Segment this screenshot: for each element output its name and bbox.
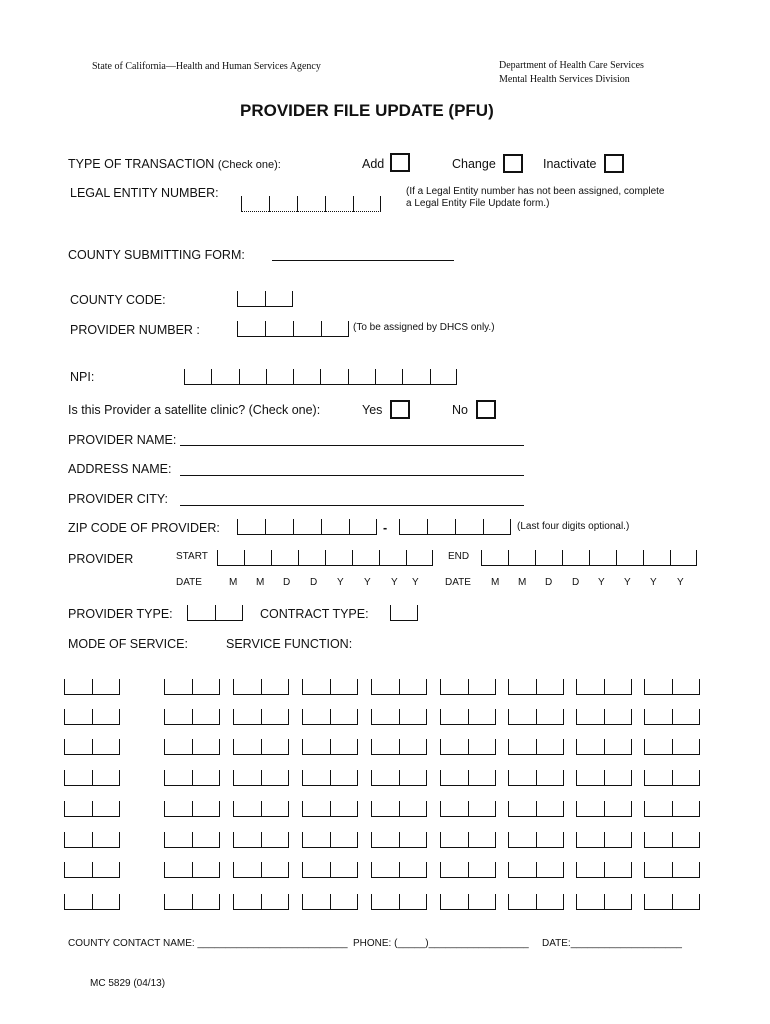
service-function-field[interactable]	[508, 894, 564, 910]
grid-cell	[233, 709, 261, 725]
end-format-m1: M	[491, 577, 500, 588]
grid-cell	[233, 739, 261, 755]
grid-cell	[536, 709, 564, 725]
grid-cell	[508, 894, 536, 910]
provider-number-field[interactable]	[237, 321, 349, 337]
date-field[interactable]: DATE:____________________	[542, 938, 682, 949]
address-name-field[interactable]	[180, 475, 524, 476]
service-function-field[interactable]	[371, 832, 427, 848]
zip-extension-field[interactable]	[399, 519, 511, 535]
service-function-field[interactable]	[164, 770, 220, 786]
service-function-field[interactable]	[440, 739, 496, 755]
grid-cell	[672, 770, 700, 786]
grid-cell	[644, 801, 672, 817]
grid-cell	[399, 709, 427, 725]
grid-cell	[672, 739, 700, 755]
start-format-d1: D	[283, 577, 291, 588]
grid-cell	[468, 862, 496, 878]
mode-of-service-field[interactable]	[64, 679, 120, 695]
service-function-field[interactable]	[644, 739, 700, 755]
add-label: Add	[362, 157, 385, 171]
service-function-field[interactable]	[233, 894, 289, 910]
grid-cell	[192, 862, 220, 878]
service-function-field[interactable]	[644, 770, 700, 786]
grid-cell	[440, 862, 468, 878]
service-function-field[interactable]	[302, 679, 358, 695]
end-format-y1: Y	[598, 577, 605, 588]
service-function-field[interactable]	[508, 679, 564, 695]
grid-cell	[261, 862, 289, 878]
npi-field[interactable]	[184, 369, 457, 385]
provider-city-field[interactable]	[180, 505, 524, 506]
grid-cell	[261, 770, 289, 786]
inactivate-checkbox[interactable]	[604, 154, 624, 173]
service-function-field[interactable]	[371, 894, 427, 910]
grid-cell	[330, 832, 358, 848]
grid-cell	[508, 709, 536, 725]
service-function-field[interactable]	[164, 832, 220, 848]
grid-cell	[92, 832, 120, 848]
grid-cell	[399, 832, 427, 848]
service-function-field[interactable]	[644, 862, 700, 878]
grid-cell	[64, 709, 92, 725]
grid-cell	[302, 770, 330, 786]
grid-cell	[192, 739, 220, 755]
mode-of-service-field[interactable]	[64, 862, 120, 878]
grid-cell	[92, 739, 120, 755]
grid-cell	[508, 679, 536, 695]
grid-cell	[371, 770, 399, 786]
zip-code-label: ZIP CODE OF PROVIDER:	[68, 521, 220, 535]
grid-cell	[508, 801, 536, 817]
grid-cell	[92, 770, 120, 786]
service-function-field[interactable]	[440, 770, 496, 786]
service-function-field[interactable]	[164, 709, 220, 725]
grid-cell	[604, 894, 632, 910]
grid-cell	[192, 801, 220, 817]
grid-cell	[330, 679, 358, 695]
grid-cell	[440, 679, 468, 695]
mode-of-service-field[interactable]	[64, 801, 120, 817]
service-function-field[interactable]	[233, 709, 289, 725]
contract-type-label: CONTRACT TYPE:	[260, 607, 369, 621]
grid-cell	[576, 739, 604, 755]
grid-cell	[644, 894, 672, 910]
provider-name-field[interactable]	[180, 445, 524, 446]
service-function-field[interactable]	[233, 770, 289, 786]
grid-cell	[330, 709, 358, 725]
mode-of-service-label: MODE OF SERVICE:	[68, 637, 188, 651]
grid-cell	[330, 770, 358, 786]
grid-cell	[371, 862, 399, 878]
grid-cell	[330, 801, 358, 817]
grid-cell	[164, 739, 192, 755]
legal-entity-label: LEGAL ENTITY NUMBER:	[70, 186, 219, 200]
grid-cell	[64, 894, 92, 910]
grid-cell	[536, 739, 564, 755]
grid-cell	[440, 739, 468, 755]
county-code-label: COUNTY CODE:	[70, 293, 166, 307]
satellite-no-label: No	[452, 403, 468, 417]
grid-cell	[64, 679, 92, 695]
grid-cell	[64, 739, 92, 755]
mode-of-service-field[interactable]	[64, 739, 120, 755]
service-function-field[interactable]	[371, 709, 427, 725]
grid-cell	[164, 770, 192, 786]
provider-date-label: PROVIDER	[68, 552, 134, 566]
provider-number-note: (To be assigned by DHCS only.)	[353, 322, 495, 333]
grid-cell	[164, 679, 192, 695]
end-format-y4: Y	[677, 577, 684, 588]
grid-cell	[371, 894, 399, 910]
grid-cell	[536, 770, 564, 786]
provider-number-label: PROVIDER NUMBER :	[70, 323, 200, 337]
grid-cell	[164, 832, 192, 848]
grid-cell	[644, 770, 672, 786]
zip-dash: -	[383, 521, 388, 535]
service-function-field[interactable]	[440, 894, 496, 910]
grid-cell	[192, 894, 220, 910]
grid-cell	[64, 832, 92, 848]
grid-cell	[233, 862, 261, 878]
grid-cell	[672, 709, 700, 725]
service-function-field[interactable]	[164, 679, 220, 695]
service-function-field[interactable]	[233, 862, 289, 878]
service-function-field[interactable]	[164, 862, 220, 878]
start-format-m2: M	[256, 577, 265, 588]
satellite-yes-label: Yes	[362, 403, 383, 417]
start-format-m1: M	[229, 577, 238, 588]
service-function-field[interactable]	[508, 739, 564, 755]
grid-cell	[536, 801, 564, 817]
start-format-y1: Y	[337, 577, 344, 588]
grid-cell	[371, 832, 399, 848]
date-caption-start: DATE	[176, 577, 202, 588]
grid-cell	[604, 862, 632, 878]
grid-cell	[399, 894, 427, 910]
grid-cell	[536, 862, 564, 878]
grid-cell	[672, 862, 700, 878]
service-function-field[interactable]	[302, 739, 358, 755]
service-function-field[interactable]	[508, 770, 564, 786]
county-submitting-label: COUNTY SUBMITTING FORM:	[68, 248, 245, 262]
grid-cell	[536, 679, 564, 695]
grid-cell	[302, 862, 330, 878]
service-function-field[interactable]	[302, 801, 358, 817]
start-format-y4: Y	[412, 577, 419, 588]
county-submitting-field[interactable]	[272, 260, 454, 261]
grid-cell	[371, 739, 399, 755]
grid-cell	[399, 801, 427, 817]
grid-cell	[371, 709, 399, 725]
grid-cell	[468, 832, 496, 848]
grid-cell	[508, 770, 536, 786]
service-function-field[interactable]	[371, 801, 427, 817]
grid-cell	[468, 679, 496, 695]
grid-cell	[192, 709, 220, 725]
service-function-field[interactable]	[233, 832, 289, 848]
agency-name: State of California—Health and Human Services Agency	[92, 61, 321, 72]
service-function-field[interactable]	[440, 709, 496, 725]
mode-of-service-field[interactable]	[64, 832, 120, 848]
service-function-label: SERVICE FUNCTION:	[226, 637, 353, 651]
service-function-field[interactable]	[576, 709, 632, 725]
grid-cell	[164, 862, 192, 878]
grid-cell	[604, 801, 632, 817]
start-format-y2: Y	[364, 577, 371, 588]
grid-cell	[644, 679, 672, 695]
division-name: Mental Health Services Division	[499, 74, 630, 85]
grid-cell	[468, 894, 496, 910]
service-function-field[interactable]	[164, 801, 220, 817]
grid-cell	[371, 679, 399, 695]
grid-cell	[468, 709, 496, 725]
zip-code-field[interactable]	[237, 519, 377, 535]
county-code-field[interactable]	[237, 291, 293, 307]
end-format-y3: Y	[650, 577, 657, 588]
grid-cell	[233, 770, 261, 786]
county-contact-field[interactable]: COUNTY CONTACT NAME: ___________________________	[68, 938, 348, 949]
provider-type-field[interactable]	[187, 605, 243, 621]
grid-cell	[92, 709, 120, 725]
service-function-field[interactable]	[576, 739, 632, 755]
service-function-field[interactable]	[302, 894, 358, 910]
grid-cell	[302, 801, 330, 817]
grid-cell	[261, 832, 289, 848]
service-function-field[interactable]	[164, 894, 220, 910]
service-function-field[interactable]	[576, 770, 632, 786]
service-function-field[interactable]	[440, 801, 496, 817]
grid-cell	[440, 832, 468, 848]
service-function-field[interactable]	[371, 770, 427, 786]
grid-cell	[644, 709, 672, 725]
service-function-field[interactable]	[371, 862, 427, 878]
service-function-field[interactable]	[508, 709, 564, 725]
service-function-field[interactable]	[440, 832, 496, 848]
grid-cell	[302, 709, 330, 725]
service-function-field[interactable]	[576, 862, 632, 878]
grid-cell	[92, 679, 120, 695]
grid-cell	[536, 894, 564, 910]
grid-cell	[64, 862, 92, 878]
grid-cell	[371, 801, 399, 817]
end-format-d2: D	[572, 577, 580, 588]
mode-of-service-field[interactable]	[64, 770, 120, 786]
service-function-field[interactable]	[302, 709, 358, 725]
grid-cell	[644, 739, 672, 755]
inactivate-label: Inactivate	[543, 157, 597, 171]
service-function-field[interactable]	[302, 862, 358, 878]
legal-entity-note-2: a Legal Entity File Update form.)	[406, 198, 550, 209]
satellite-question: Is this Provider a satellite clinic? (Check one):	[68, 403, 321, 417]
service-function-field[interactable]	[371, 679, 427, 695]
grid-cell	[302, 832, 330, 848]
grid-cell	[536, 832, 564, 848]
grid-cell	[64, 770, 92, 786]
grid-cell	[192, 832, 220, 848]
grid-cell	[164, 894, 192, 910]
grid-cell	[233, 801, 261, 817]
service-function-field[interactable]	[576, 894, 632, 910]
service-function-field[interactable]	[644, 709, 700, 725]
grid-cell	[164, 801, 192, 817]
grid-cell	[576, 770, 604, 786]
address-name-label: ADDRESS NAME:	[68, 462, 172, 476]
mode-of-service-field[interactable]	[64, 709, 120, 725]
grid-cell	[399, 739, 427, 755]
grid-cell	[261, 709, 289, 725]
grid-cell	[440, 709, 468, 725]
legal-entity-note-1: (If a Legal Entity number has not been assigned, complete	[406, 186, 665, 197]
service-function-field[interactable]	[508, 862, 564, 878]
grid-cell	[399, 770, 427, 786]
grid-cell	[508, 862, 536, 878]
service-function-field[interactable]	[644, 832, 700, 848]
grid-cell	[64, 801, 92, 817]
grid-cell	[576, 709, 604, 725]
grid-cell	[261, 739, 289, 755]
service-function-field[interactable]	[440, 679, 496, 695]
service-function-field[interactable]	[508, 832, 564, 848]
provider-name-label: PROVIDER NAME:	[68, 433, 177, 447]
transaction-label: TYPE OF TRANSACTION (Check one):	[68, 157, 281, 171]
service-function-field[interactable]	[302, 770, 358, 786]
start-format-d2: D	[310, 577, 318, 588]
grid-cell	[92, 894, 120, 910]
zip-note: (Last four digits optional.)	[517, 521, 630, 532]
grid-cell	[604, 832, 632, 848]
grid-cell	[330, 739, 358, 755]
service-function-field[interactable]	[371, 739, 427, 755]
start-date-field[interactable]	[217, 550, 433, 566]
grid-cell	[672, 832, 700, 848]
grid-cell	[233, 894, 261, 910]
service-function-field[interactable]	[644, 801, 700, 817]
grid-cell	[192, 679, 220, 695]
service-function-field[interactable]	[644, 894, 700, 910]
grid-cell	[399, 862, 427, 878]
grid-cell	[644, 832, 672, 848]
end-format-m2: M	[518, 577, 527, 588]
grid-cell	[233, 832, 261, 848]
grid-cell	[468, 739, 496, 755]
end-date-field[interactable]	[481, 550, 697, 566]
grid-cell	[604, 709, 632, 725]
start-format-y3: Y	[391, 577, 398, 588]
end-format-y2: Y	[624, 577, 631, 588]
grid-cell	[330, 862, 358, 878]
service-function-field[interactable]	[233, 739, 289, 755]
grid-cell	[261, 894, 289, 910]
add-checkbox[interactable]	[390, 153, 410, 172]
grid-cell	[92, 862, 120, 878]
grid-cell	[576, 832, 604, 848]
grid-cell	[233, 679, 261, 695]
change-checkbox[interactable]	[503, 154, 523, 173]
service-function-field[interactable]	[644, 679, 700, 695]
grid-cell	[672, 679, 700, 695]
service-function-field[interactable]	[440, 862, 496, 878]
grid-cell	[672, 894, 700, 910]
grid-cell	[440, 801, 468, 817]
grid-cell	[508, 739, 536, 755]
satellite-no-checkbox[interactable]	[476, 400, 496, 419]
grid-cell	[399, 679, 427, 695]
start-label: START	[176, 551, 208, 562]
change-label: Change	[452, 157, 496, 171]
npi-label: NPI:	[70, 370, 95, 384]
service-function-field[interactable]	[508, 801, 564, 817]
satellite-yes-checkbox[interactable]	[390, 400, 410, 419]
mode-of-service-field[interactable]	[64, 894, 120, 910]
legal-entity-number-field[interactable]	[241, 196, 381, 212]
contract-type-field[interactable]	[390, 605, 418, 621]
grid-cell	[604, 739, 632, 755]
end-format-d1: D	[545, 577, 553, 588]
end-label: END	[448, 551, 470, 562]
provider-city-label: PROVIDER CITY:	[68, 492, 169, 506]
phone-field[interactable]: PHONE: (_____)__________________	[353, 938, 529, 949]
service-function-field[interactable]	[233, 679, 289, 695]
grid-cell	[302, 679, 330, 695]
service-function-field[interactable]	[233, 801, 289, 817]
grid-cell	[440, 770, 468, 786]
grid-cell	[92, 801, 120, 817]
grid-cell	[164, 709, 192, 725]
page-title: PROVIDER FILE UPDATE (PFU)	[240, 101, 494, 120]
grid-cell	[576, 801, 604, 817]
grid-cell	[302, 739, 330, 755]
grid-cell	[604, 770, 632, 786]
grid-cell	[330, 894, 358, 910]
department-name: Department of Health Care Services	[499, 60, 644, 71]
provider-type-label: PROVIDER TYPE:	[68, 607, 173, 621]
service-function-field[interactable]	[164, 739, 220, 755]
grid-cell	[440, 894, 468, 910]
grid-cell	[192, 770, 220, 786]
form-number: MC 5829 (04/13)	[90, 978, 166, 989]
date-caption-end: DATE	[445, 577, 471, 588]
service-function-field[interactable]	[576, 832, 632, 848]
service-function-field[interactable]	[302, 832, 358, 848]
grid-cell	[261, 679, 289, 695]
grid-cell	[604, 679, 632, 695]
grid-cell	[672, 801, 700, 817]
grid-cell	[508, 832, 536, 848]
grid-cell	[261, 801, 289, 817]
grid-cell	[576, 862, 604, 878]
grid-cell	[468, 801, 496, 817]
service-function-field[interactable]	[576, 679, 632, 695]
grid-cell	[644, 862, 672, 878]
grid-cell	[576, 894, 604, 910]
service-function-field[interactable]	[576, 801, 632, 817]
grid-cell	[468, 770, 496, 786]
grid-cell	[576, 679, 604, 695]
grid-cell	[302, 894, 330, 910]
